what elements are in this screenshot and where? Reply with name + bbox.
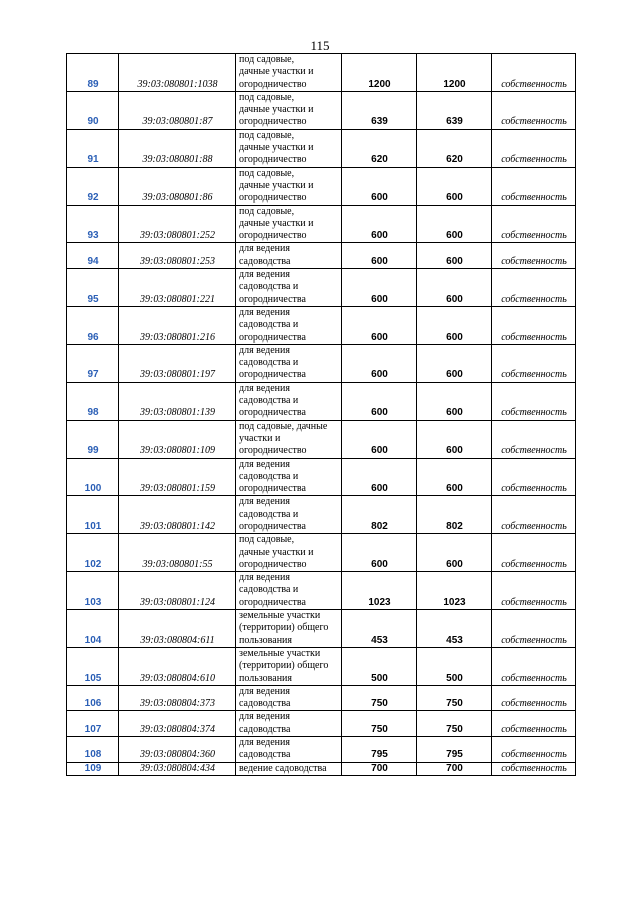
area-value: 600 — [342, 420, 417, 458]
cadastral-number: 39:03:080801:86 — [119, 167, 236, 205]
permitted-use — [236, 306, 342, 344]
area-value: 600 — [342, 269, 417, 307]
permitted-use-line: огородничества — [239, 596, 306, 608]
row-number: 93 — [67, 205, 119, 243]
permitted-use — [236, 420, 342, 458]
permitted-use-line: огородничество — [239, 558, 307, 570]
ownership-type: собственность — [492, 496, 576, 534]
permitted-use-line: садоводства и — [239, 281, 299, 293]
permitted-use-line: огородничества — [239, 293, 306, 305]
area-value-2: 795 — [417, 737, 492, 763]
permitted-use-line: земельные участки — [239, 647, 321, 659]
permitted-use — [236, 129, 342, 167]
cadastral-number: 39:03:080801:252 — [119, 205, 236, 243]
cadastral-number: 39:03:080801:139 — [119, 382, 236, 420]
cadastral-number: 39:03:080801:159 — [119, 458, 236, 496]
row-number: 89 — [67, 54, 119, 92]
ownership-type: собственность — [492, 420, 576, 458]
row-number: 99 — [67, 420, 119, 458]
table-row — [67, 610, 576, 648]
table-row — [67, 382, 576, 420]
permitted-use — [236, 610, 342, 648]
area-value: 500 — [342, 647, 417, 685]
permitted-use-line: для ведения — [239, 306, 290, 318]
row-number: 104 — [67, 610, 119, 648]
row-number: 103 — [67, 572, 119, 610]
area-value: 1023 — [342, 572, 417, 610]
permitted-use-line: дачные участки и — [239, 179, 314, 191]
permitted-use-line: огородничество — [239, 116, 307, 128]
area-value: 639 — [342, 91, 417, 129]
area-value: 750 — [342, 711, 417, 737]
permitted-use-line: под садовые, — [239, 534, 295, 546]
area-value-2: 750 — [417, 685, 492, 711]
permitted-use-line: садоводства и — [239, 508, 299, 520]
area-value-2: 639 — [417, 91, 492, 129]
cadastral-number: 39:03:080804:374 — [119, 711, 236, 737]
row-number: 106 — [67, 685, 119, 711]
row-number: 96 — [67, 306, 119, 344]
permitted-use-line: огородничества — [239, 520, 306, 532]
area-value-2: 1200 — [417, 54, 492, 92]
row-number: 107 — [67, 711, 119, 737]
area-value-2: 500 — [417, 647, 492, 685]
area-value: 453 — [342, 610, 417, 648]
cadastral-number: 39:03:080804:360 — [119, 737, 236, 763]
permitted-use — [236, 762, 342, 775]
permitted-use-line: для ведения — [239, 344, 290, 356]
permitted-use-line: земельные участки — [239, 610, 321, 622]
cadastral-number: 39:03:080804:434 — [119, 762, 236, 775]
cadastral-number: 39:03:080801:221 — [119, 269, 236, 307]
permitted-use-line: огородничество — [239, 230, 307, 242]
area-value-2: 600 — [417, 243, 492, 269]
ownership-type: собственность — [492, 685, 576, 711]
permitted-use — [236, 458, 342, 496]
row-number: 105 — [67, 647, 119, 685]
ownership-type: собственность — [492, 534, 576, 572]
permitted-use-line: под садовые, — [239, 129, 295, 141]
area-value: 795 — [342, 737, 417, 763]
area-value-2: 620 — [417, 129, 492, 167]
permitted-use-line: садоводства и — [239, 395, 299, 407]
table-row — [67, 496, 576, 534]
row-number: 94 — [67, 243, 119, 269]
ownership-type: собственность — [492, 572, 576, 610]
ownership-type: собственность — [492, 129, 576, 167]
area-value-2: 700 — [417, 762, 492, 775]
row-number: 108 — [67, 737, 119, 763]
ownership-type: собственность — [492, 344, 576, 382]
area-value: 600 — [342, 344, 417, 382]
area-value: 600 — [342, 205, 417, 243]
table-row — [67, 91, 576, 129]
table-row — [67, 420, 576, 458]
ownership-type: собственность — [492, 610, 576, 648]
ownership-type: собственность — [492, 737, 576, 763]
table-row — [67, 269, 576, 307]
permitted-use-line: дачные участки и — [239, 546, 314, 558]
area-value: 600 — [342, 306, 417, 344]
table-row — [67, 534, 576, 572]
permitted-use-line: огородничество — [239, 445, 307, 457]
ownership-type: собственность — [492, 647, 576, 685]
ownership-type: собственность — [492, 458, 576, 496]
table-row — [67, 458, 576, 496]
permitted-use-line: для ведения — [239, 685, 290, 697]
page-number: 115 — [310, 38, 330, 53]
permitted-use-line: огородничества — [239, 407, 306, 419]
table-row — [67, 344, 576, 382]
table-row — [67, 167, 576, 205]
permitted-use — [236, 685, 342, 711]
table-row — [67, 737, 576, 763]
cadastral-number: 39:03:080801:1038 — [119, 54, 236, 92]
permitted-use-line: для ведения — [239, 382, 290, 394]
permitted-use-line: для ведения — [239, 269, 290, 281]
area-value: 600 — [342, 458, 417, 496]
permitted-use-line: садоводства и — [239, 357, 299, 369]
permitted-use — [236, 647, 342, 685]
permitted-use — [236, 269, 342, 307]
permitted-use — [236, 382, 342, 420]
ownership-type: собственность — [492, 243, 576, 269]
permitted-use-line: садоводства и — [239, 584, 299, 596]
permitted-use-line: огородничество — [239, 154, 307, 166]
area-value: 600 — [342, 243, 417, 269]
area-value: 600 — [342, 534, 417, 572]
cadastral-number: 39:03:080801:109 — [119, 420, 236, 458]
table-row — [67, 685, 576, 711]
ownership-type: собственность — [492, 269, 576, 307]
permitted-use-line: пользования — [239, 634, 292, 646]
table-row — [67, 129, 576, 167]
permitted-use-line: садоводства — [239, 723, 291, 735]
row-number: 91 — [67, 129, 119, 167]
table-row — [67, 54, 576, 92]
area-value: 700 — [342, 762, 417, 775]
row-number: 97 — [67, 344, 119, 382]
area-value-2: 1023 — [417, 572, 492, 610]
area-value-2: 600 — [417, 269, 492, 307]
ownership-type: собственность — [492, 382, 576, 420]
row-number: 92 — [67, 167, 119, 205]
table-row — [67, 647, 576, 685]
ownership-type: собственность — [492, 54, 576, 92]
permitted-use — [236, 534, 342, 572]
permitted-use — [236, 243, 342, 269]
permitted-use-line: под садовые, — [239, 205, 295, 217]
row-number: 95 — [67, 269, 119, 307]
permitted-use-line: дачные участки и — [239, 142, 314, 154]
table-body — [67, 54, 576, 776]
permitted-use — [236, 496, 342, 534]
cadastral-number: 39:03:080804:611 — [119, 610, 236, 648]
permitted-use-line: садоводства и — [239, 319, 299, 331]
permitted-use-line: огородничество — [239, 78, 307, 90]
area-value: 600 — [342, 382, 417, 420]
cadastral-number: 39:03:080804:610 — [119, 647, 236, 685]
ownership-type: собственность — [492, 306, 576, 344]
permitted-use-line: садоводства — [239, 749, 291, 761]
permitted-use-line: огородничества — [239, 483, 306, 495]
area-value-2: 600 — [417, 420, 492, 458]
ownership-type: собственность — [492, 205, 576, 243]
permitted-use-line: пользования — [239, 672, 292, 684]
permitted-use-line: для ведения — [239, 458, 290, 470]
area-value-2: 600 — [417, 306, 492, 344]
permitted-use-line: дачные участки и — [239, 217, 314, 229]
area-value-2: 600 — [417, 205, 492, 243]
row-number: 100 — [67, 458, 119, 496]
area-value-2: 600 — [417, 458, 492, 496]
area-value-2: 600 — [417, 344, 492, 382]
area-value: 1200 — [342, 54, 417, 92]
permitted-use-line: под садовые, — [239, 54, 295, 65]
area-value-2: 750 — [417, 711, 492, 737]
area-value-2: 600 — [417, 167, 492, 205]
table-row — [67, 711, 576, 737]
permitted-use-line: под садовые, дачные — [239, 420, 328, 432]
permitted-use-line: огородничества — [239, 369, 306, 381]
row-number: 101 — [67, 496, 119, 534]
permitted-use — [236, 711, 342, 737]
cadastral-number: 39:03:080801:253 — [119, 243, 236, 269]
permitted-use-line: садоводства — [239, 698, 291, 710]
permitted-use-line: огородничества — [239, 331, 306, 343]
cadastral-number: 39:03:080801:142 — [119, 496, 236, 534]
ownership-type: собственность — [492, 167, 576, 205]
area-value: 600 — [342, 167, 417, 205]
permitted-use-line: (территории) общего — [239, 622, 329, 634]
permitted-use-line: под садовые, — [239, 91, 295, 103]
permitted-use-line: для ведения — [239, 496, 290, 508]
permitted-use — [236, 344, 342, 382]
cadastral-number: 39:03:080801:216 — [119, 306, 236, 344]
area-value-2: 600 — [417, 382, 492, 420]
row-number: 102 — [67, 534, 119, 572]
permitted-use — [236, 167, 342, 205]
table-row — [67, 306, 576, 344]
permitted-use-line: ведение садоводства — [239, 762, 327, 774]
area-value-2: 802 — [417, 496, 492, 534]
table-row — [67, 762, 576, 775]
permitted-use-line: для ведения — [239, 572, 290, 584]
permitted-use-line: участки и — [239, 432, 281, 444]
permitted-use — [236, 737, 342, 763]
cadastral-number: 39:03:080804:373 — [119, 685, 236, 711]
cadastral-number: 39:03:080801:88 — [119, 129, 236, 167]
permitted-use-line: для ведения — [239, 243, 290, 255]
ownership-type: собственность — [492, 91, 576, 129]
ownership-type: собственность — [492, 711, 576, 737]
permitted-use — [236, 54, 342, 92]
permitted-use-line: дачные участки и — [239, 66, 314, 78]
permitted-use-line: садоводства и — [239, 470, 299, 482]
cadastral-number: 39:03:080801:124 — [119, 572, 236, 610]
row-number: 109 — [67, 762, 119, 775]
area-value-2: 453 — [417, 610, 492, 648]
permitted-use-line: для ведения — [239, 711, 290, 723]
cadastral-number: 39:03:080801:87 — [119, 91, 236, 129]
permitted-use-line: садоводства — [239, 255, 291, 267]
area-value: 750 — [342, 685, 417, 711]
permitted-use-line: огородничество — [239, 192, 307, 204]
cadastral-number: 39:03:080801:55 — [119, 534, 236, 572]
row-number: 90 — [67, 91, 119, 129]
permitted-use-line: для ведения — [239, 737, 290, 749]
area-value-2: 600 — [417, 534, 492, 572]
cadastral-number: 39:03:080801:197 — [119, 344, 236, 382]
permitted-use-line: под садовые, — [239, 167, 295, 179]
permitted-use-line: дачные участки и — [239, 104, 314, 116]
table-row — [67, 572, 576, 610]
permitted-use — [236, 572, 342, 610]
table-row — [67, 205, 576, 243]
permitted-use — [236, 205, 342, 243]
area-value: 620 — [342, 129, 417, 167]
land-plot-table — [66, 53, 576, 776]
table-row — [67, 243, 576, 269]
permitted-use — [236, 91, 342, 129]
area-value: 802 — [342, 496, 417, 534]
row-number: 98 — [67, 382, 119, 420]
permitted-use-line: (территории) общего — [239, 660, 329, 672]
ownership-type: собственность — [492, 762, 576, 775]
